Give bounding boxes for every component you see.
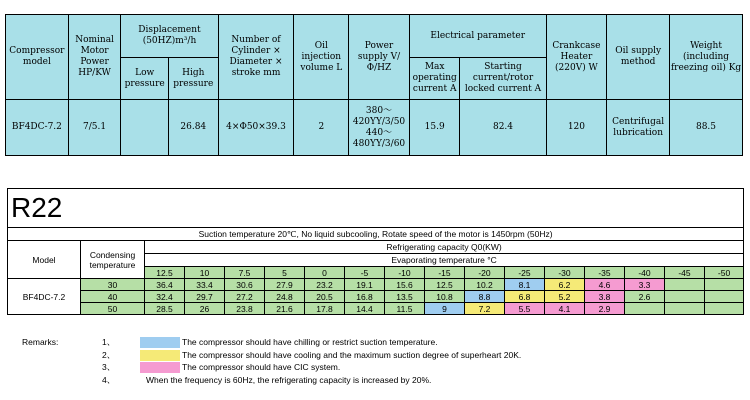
remark-number: 4、 [102,374,116,385]
header-displacement-low: Low pressure [121,58,169,100]
header-max-current: Max operating current A [409,58,460,100]
remark-text: The compressor should have cooling and the maximum suction degree of superheart 20K. [182,349,522,360]
capacity-cell [665,303,705,315]
remark-number: 1、 [102,337,116,347]
suction-note: Suction temperature 20℃, No liquid subcooling, Rotate speed of the motor is 1450rpm (50Hz) [8,228,744,241]
condensing-temp: 30 [81,279,145,291]
capacity-cell: 8.1 [505,279,545,291]
capacity-cell: 3.3 [625,279,665,291]
capacity-cell [705,291,744,303]
capacity-cell: 36.4 [145,279,185,291]
evap-temp-header: -25 [505,267,545,279]
capacity-cell: 11.5 [385,303,425,315]
header-oil-supply-method: Oil supply method [607,15,670,100]
spec-displacement-high: 26.84 [168,100,218,156]
capacity-cell: 13.5 [385,291,425,303]
capacity-cell: 7.2 [465,303,505,315]
evap-temp-header: -40 [625,267,665,279]
evap-temp-header: -50 [705,267,744,279]
spec-displacement-low [121,100,169,156]
header-displacement: Displacement (50HZ)m³/h [121,15,218,58]
remark-number: 2、 [102,349,116,360]
capacity-cell [665,291,705,303]
capacity-header: Refrigerating capacity Q0(KW) [145,241,744,254]
evaporating-header: Evaporating temperature °C [145,254,744,267]
spec-power: 7/5.1 [68,100,121,156]
header-compressor-model: Compressor model [6,15,69,100]
header-electrical-parameter: Electrical parameter [409,15,546,58]
capacity-cell: 16.8 [345,291,385,303]
spec-crankcase-heater: 120 [546,100,607,156]
capacity-cell: 29.7 [185,291,225,303]
capacity-cell: 14.4 [345,303,385,315]
capacity-cell: 5.2 [545,291,585,303]
spec-model: BF4DC-7.2 [6,100,69,156]
capacity-cell: 20.5 [305,291,345,303]
capacity-cell: 12.5 [425,279,465,291]
capacity-cell: 2.9 [585,303,625,315]
capacity-cell: 27.2 [225,291,265,303]
evap-temp-header: -10 [385,267,425,279]
capacity-cell: 6.8 [505,291,545,303]
header-power-supply: Power supply V/Φ/HZ [349,15,410,100]
capacity-cell [705,279,744,291]
header-displacement-high: High pressure [168,58,218,100]
spec-cylinder: 4×Φ50×39.3 [218,100,294,156]
evap-temp-header: -45 [665,267,705,279]
condensing-temp: 50 [81,303,145,315]
r22-capacity-table [7,188,744,315]
remark-text: The compressor should have chilling or restrict suction temperature. [182,337,438,347]
spec-oil-supply-method: Centrifugal lubrication [607,100,670,156]
capacity-cell [665,279,705,291]
r22-title: R22 [8,189,744,228]
condensing-temp: 40 [81,291,145,303]
capacity-cell: 5.5 [505,303,545,315]
capacity-cell: 6.2 [545,279,585,291]
capacity-cell: 30.6 [225,279,265,291]
capacity-cell [705,303,744,315]
capacity-cell: 26 [185,303,225,315]
capacity-cell: 10.8 [425,291,465,303]
evap-temp-header: -20 [465,267,505,279]
capacity-cell: 24.8 [265,291,305,303]
spec-oil-injection: 2 [294,100,349,156]
capacity-row [8,279,744,291]
evap-temp-header: -35 [585,267,625,279]
capacity-cell: 2.6 [625,291,665,303]
capacity-row [8,291,744,303]
capacity-cell: 33.4 [185,279,225,291]
spec-max-current: 15.9 [409,100,460,156]
remark-color-swatch [140,350,180,361]
evap-temp-header: -30 [545,267,585,279]
capacity-cell: 9 [425,303,465,315]
evap-temp-header: 5 [265,267,305,279]
evap-temp-header: 0 [305,267,345,279]
remark-number: 3、 [102,362,116,372]
header-nominal-power: Nominal Motor Power HP/KW [68,15,121,100]
capacity-cell: 23.8 [225,303,265,315]
capacity-cell: 19.1 [345,279,385,291]
capacity-cell: 4.6 [585,279,625,291]
remark-color-swatch [140,337,180,348]
model-header: Model [8,241,81,279]
capacity-cell: 3.8 [585,291,625,303]
remark-text: When the frequency is 60Hz, the refrigerating capacity is increased by 20%. [146,374,432,385]
header-cylinder: Number of Cylinder × Diameter × stroke mm [218,15,294,100]
capacity-cell: 10.2 [465,279,505,291]
remark-color-swatch [140,362,180,373]
header-crankcase-heater: Crankcase Heater (220V) W [546,15,607,100]
compressor-spec-table [5,14,743,156]
capacity-cell: 15.6 [385,279,425,291]
capacity-cell: 4.1 [545,303,585,315]
spec-weight: 88.5 [670,100,743,156]
evap-temp-header: 10 [185,267,225,279]
capacity-cell: 28.5 [145,303,185,315]
capacity-row [8,303,744,315]
header-oil-injection: Oil injection volume L [294,15,349,100]
header-starting-current: Starting current/rotor locked current A [460,58,546,100]
remarks-label: Remarks: [22,337,59,347]
spec-starting-current: 82.4 [460,100,546,156]
spec-power-supply: 380～420YY/3/50 440～480YY/3/60 [349,100,410,156]
evap-temp-header: -15 [425,267,465,279]
evap-temp-header: -5 [345,267,385,279]
r22-model: BF4DC-7.2 [8,279,81,315]
capacity-cell: 27.9 [265,279,305,291]
evap-temp-header: 12.5 [145,267,185,279]
capacity-cell: 21.6 [265,303,305,315]
evap-temp-header: 7.5 [225,267,265,279]
spec-data-row [6,100,743,156]
capacity-cell: 23.2 [305,279,345,291]
capacity-cell [625,303,665,315]
remark-text: The compressor should have CIC system. [182,362,341,372]
header-weight: Weight (including freezing oil) Kg [670,15,743,100]
capacity-cell: 32.4 [145,291,185,303]
capacity-cell: 8.8 [465,291,505,303]
condensing-header: Condensing temperature [81,241,145,279]
capacity-cell: 17.8 [305,303,345,315]
